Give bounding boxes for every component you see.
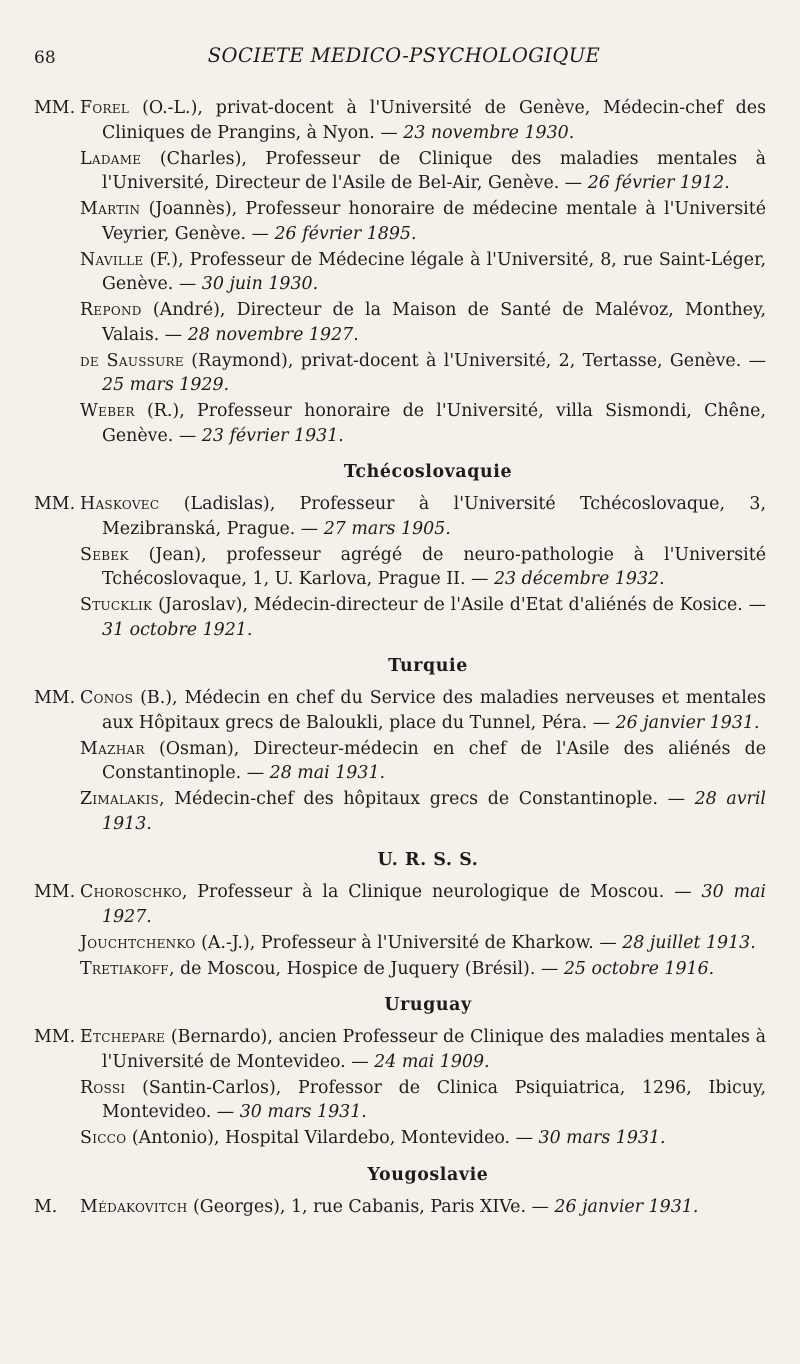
membership-date: 26 janvier 1931.	[554, 1196, 699, 1217]
member-name: Zimalakis	[80, 789, 160, 809]
membership-date: 25 octobre 1916.	[563, 958, 715, 979]
member-entry	[34, 593, 766, 642]
membership-date: 27 mars 1905.	[323, 518, 451, 539]
member-entry	[34, 492, 766, 541]
member-name: Etchepare	[80, 1027, 166, 1047]
member-name: Conos	[80, 688, 134, 708]
member-details: (B.), Médecin en chef du Service des maladies nerveuses et mentales aux Hôpitaux grecs de Baloukli, place du Tunnel, Péra. —	[102, 688, 766, 733]
member-name: Stucklik	[80, 595, 153, 615]
salutation: MM.	[34, 688, 76, 708]
member-details: (Jean), professeur agrégé de neuro-pathologie à l'Université Tchécoslovaque, 1, U. Karlova, Prague II. —	[102, 544, 766, 589]
membership-date: 28 mai 1931.	[269, 763, 386, 783]
membership-date: 26 février 1895.	[274, 223, 417, 244]
member-entry	[34, 737, 766, 786]
member-details: (André), Directeur de la Maison de Santé de Malévoz, Monthey, Valais. —	[102, 300, 766, 345]
page-header	[34, 44, 774, 74]
member-entry	[34, 1126, 766, 1151]
country-heading: Turquie	[388, 656, 468, 676]
member-details: (Georges), 1, rue Cabanis, Paris XIVe. —	[187, 1196, 555, 1217]
membership-date: 31 octobre 1921.	[102, 619, 253, 640]
member-entry	[34, 1195, 766, 1220]
member-details: (F.), Professeur de Médecine légale à l'Université, 8, rue Saint-Léger, Genève. —	[102, 249, 766, 294]
member-name: Tretiakoff	[80, 958, 169, 979]
member-name: Naville	[80, 249, 144, 270]
member-entry	[34, 349, 766, 398]
member-details: (Jaroslav), Médecin-directeur de l'Asile d'Etat d'aliénés de Kosice. —	[152, 595, 766, 615]
member-name: Ladame	[80, 148, 142, 169]
member-entry	[34, 880, 766, 929]
membership-date: 26 janvier 1931.	[615, 712, 760, 733]
member-name: Jouchtchenko	[80, 932, 196, 953]
salutation: M.	[34, 1196, 58, 1217]
running-title: SOCIETE MEDICO-PSYCHOLOGIQUE	[207, 44, 601, 67]
member-details: (Osman), Directeur-médecin en chef de l'Asile des aliénés de Constantinople. —	[102, 738, 766, 783]
member-name: Médakovitch	[80, 1196, 188, 1217]
membership-date: 23 novembre 1930.	[403, 122, 575, 143]
membership-date: 30 juin 1930.	[201, 274, 319, 294]
membership-date: 26 février 1912.	[587, 173, 730, 193]
member-details: (Bernardo), ancien Professeur de Clinique des maladies mentales à l'Université de Montevideo. —	[102, 1027, 766, 1072]
member-name: Sicco	[80, 1128, 127, 1148]
member-name: Rossi	[80, 1077, 126, 1098]
member-details: (Charles), Professeur de Clinique des maladies mentales à l'Université, Directeur de l'Asile de Bel-Air, Genève. —	[102, 148, 766, 193]
member-entry	[34, 298, 766, 347]
member-entry	[34, 197, 766, 246]
membership-date: 25 mars 1929.	[102, 375, 230, 395]
salutation: MM.	[34, 1027, 76, 1047]
salutation: MM.	[34, 882, 76, 902]
membership-date: 30 mars 1931.	[239, 1102, 367, 1122]
member-entry	[34, 1025, 766, 1074]
member-name: Mazhar	[80, 738, 145, 759]
member-details: (Joannès), Professeur honoraire de médecine mentale à l'Université Veyrier, Genève. —	[102, 199, 766, 244]
member-details: , Médecin-chef des hôpitaux grecs de Constantinople. —	[159, 789, 695, 809]
membership-date: 23 février 1931.	[201, 425, 344, 446]
member-entry	[34, 543, 766, 592]
country-heading: Tchécoslovaquie	[343, 462, 513, 482]
member-details: (Ladislas), Professeur à l'Université Tchécoslovaque, 3, Mezibranská, Prague. —	[102, 494, 766, 539]
member-details: (A.-J.), Professeur à l'Université de Kharkow. —	[195, 932, 623, 953]
page-number: 68	[34, 48, 56, 68]
member-name: Martin	[80, 199, 141, 219]
member-name: Haskovec	[80, 494, 160, 514]
country-heading: U. R. S. S.	[377, 850, 479, 870]
member-details: (Raymond), privat-docent à l'Université, 2, Tertasse, Genève. —	[183, 350, 766, 371]
membership-date: 28 novembre 1927.	[187, 324, 359, 345]
member-entry	[34, 931, 766, 956]
member-name: Weber	[80, 401, 135, 421]
member-list	[34, 96, 766, 1221]
member-details: (Santin-Carlos), Professor de Clinica Psiquiatrica, 1296, Ibicuy, Montevideo. —	[102, 1077, 766, 1122]
member-details: (O.-L.), privat-docent à l'Université de Genève, Médecin-chef des Cliniques de Prangins, à Nyon. —	[102, 98, 766, 143]
country-heading: Yougoslavie	[367, 1164, 489, 1185]
country-heading: Uruguay	[384, 995, 472, 1015]
member-name: de Saussure	[80, 350, 184, 371]
member-entry	[34, 248, 766, 297]
salutation: MM.	[34, 98, 76, 118]
member-details: , de Moscou, Hospice de Juquery (Brésil). —	[168, 958, 564, 979]
membership-date: 28 avril 1913.	[102, 789, 766, 834]
member-details: , Professeur à la Clinique neurologique de Moscou. —	[181, 882, 702, 902]
membership-date: 30 mars 1931.	[538, 1128, 666, 1148]
membership-date: 23 décembre 1932.	[493, 569, 665, 589]
member-details: (R.), Professeur honoraire de l'Université, villa Sismondi, Chêne, Genève. —	[102, 401, 766, 446]
member-name: Forel	[80, 98, 130, 118]
member-entry	[34, 147, 766, 196]
member-entry	[34, 96, 766, 145]
membership-date: 30 mai 1927.	[102, 882, 766, 927]
member-name: Choroschko	[80, 882, 182, 902]
member-entry	[34, 399, 766, 448]
member-name: Sebek	[80, 544, 129, 565]
member-entry	[34, 957, 766, 982]
member-entry	[34, 1076, 766, 1125]
membership-date: 28 juillet 1913.	[622, 932, 756, 953]
member-entry	[34, 686, 766, 735]
member-name: Repond	[80, 300, 142, 320]
salutation: MM.	[34, 494, 76, 514]
member-details: (Antonio), Hospital Vilardebo, Montevideo. —	[126, 1128, 539, 1148]
membership-date: 24 mai 1909.	[374, 1051, 490, 1072]
member-entry	[34, 787, 766, 836]
